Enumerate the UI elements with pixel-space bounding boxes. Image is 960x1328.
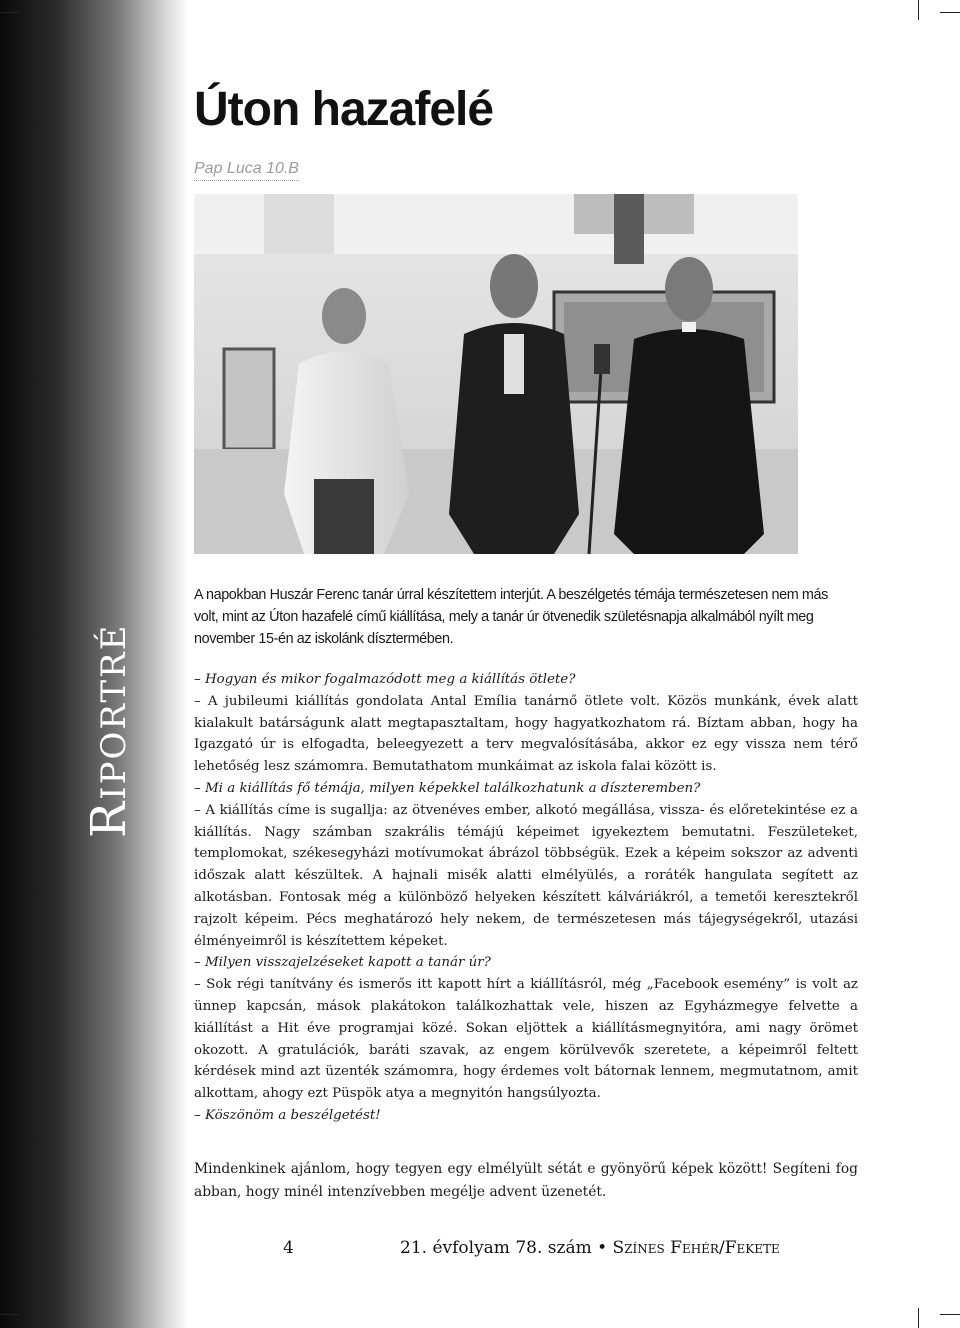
publication-name: Színes Fehér/Fekete (612, 1238, 780, 1258)
crop-mark-bottom-left (40, 1308, 41, 1328)
crop-mark-top-right (918, 0, 919, 20)
crop-mark-bottom-right (918, 1308, 919, 1328)
question-1: – Hogyan és mikor fogalmazódott meg a kiállítás ötlete? (194, 672, 576, 687)
question-2: – Mi a kiállítás fő témája, milyen képekkel találkozhatunk a díszteremben? (194, 780, 701, 796)
article-closing: Mindenkinek ajánlom, hogy tegyen egy elmélyült sétát e gyönyörű képek között! Segíteni fog abban, hogy minél intenzívebben megélje advent üzenetét. (194, 1161, 858, 1200)
closing-question: – Köszönöm a beszélgetést! (194, 1107, 381, 1123)
crop-mark-bottom-right-h (940, 1314, 960, 1315)
article-author: Pap Luca 10.B (194, 160, 299, 181)
crop-mark-top-left-h (0, 12, 20, 13)
answer-3: – Sok régi tanítvány és ismerős itt kapott hírt a kiállításról, még „Facebook esemény” is volt az ünnep kapcsán, mások plakátokon találkozhattak vele, hiszen az Egyházmegye felvette a kiállítást a Hit éve programjai közé. Sokan eljöttek a kiállításmegnyitóra, ami nagy örömet okozott. A gratulációk, baráti szavak, az engem körülvevők szeretete, a képeimről feltett kérdések mind azt üzenték számomra, hogy érdemes volt bátornak lennem, megmutatnom, amit alkottam, ahogy ezt Püspök atya a megnyitón hangsúlyozta. (194, 977, 858, 1102)
answer-2: – A kiállítás címe is sugallja: az ötvenéves ember, alkotó megállása, vissza- és előretekintése ez a kiállítás. Nagy számban szakrális témájú képeimet igyekeztem bemutatni. Feszületeket, templomokat, székesegyházi motívumokat ábrázol többségük. Ezek a képeim sokszor az adventi időszak alatt készültek. A hajnali misék alatti elmélyülés, a roráték hangulata segített az alkotásban. Fontosak még a különböző helyeken készített kálváriákról, a temetői keresztekről rajzolt képeim. Pécs meghatározó hely nekem, de természetesen más tájegységekről, utazási élményeimről is készítettem képeket. (194, 802, 858, 949)
issue-info (400, 1238, 780, 1258)
photo-illustration (194, 194, 798, 554)
crop-mark-top-right-h (940, 12, 960, 13)
issue-prefix: 21. évfolyam 78. szám • (400, 1238, 608, 1258)
article-photo (194, 194, 798, 554)
page-footer (0, 1238, 960, 1268)
question-3: – Milyen visszajelzéseket kapott a tanár úr? (194, 955, 491, 971)
page-number: 4 (283, 1238, 294, 1258)
article-intro: A napokban Huszár Ferenc tanár úrral készítettem interjút. A beszélgetés témája természetesen nem más volt, mint az Úton hazafelé című kiállítása, mely a tanár úr ötvenedik születésnapja alkalmából nyílt meg november 15-én az iskolánk dísztermében. (194, 587, 828, 647)
answer-1: – A jubileumi kiállítás gondolata Antal Emília tanárnő ötlete volt. Közös munkánk, évek alatt kialakult batárságunk alatt megtapasztaltam, hogy hagyatkozhatom rá. Bíztam abban, hogy ha Igazgató úr is elfogadta, beleegyezett a terv megvalósításába, akkor ez egy vissza nem térő lehetőség lesz számomra. Bemutathatom munkáimat az iskola falai között is. (194, 693, 858, 775)
article-title: Úton hazafelé (194, 83, 494, 136)
section-label: Riportré (81, 623, 137, 838)
crop-mark-top-left (40, 0, 41, 20)
interview-dialogue (194, 669, 858, 1127)
crop-mark-bottom-left-h (0, 1314, 20, 1315)
